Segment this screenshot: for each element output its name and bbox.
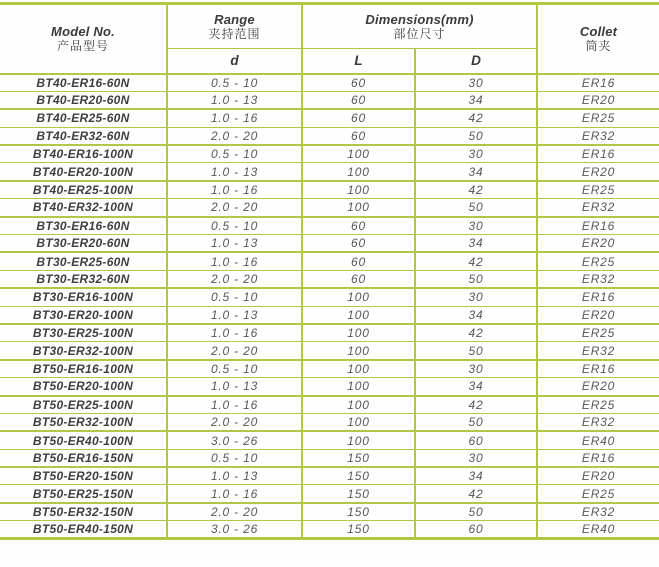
cell-length-L: 100 [302, 324, 415, 342]
cell-length-L: 100 [302, 306, 415, 324]
cell-diameter-D: 34 [415, 467, 537, 485]
cell-diameter-D: 50 [415, 503, 537, 521]
table-row [0, 306, 659, 324]
table-body [0, 74, 659, 539]
header-sub-d: d [167, 49, 302, 74]
cell-model-no: BT30-ER25-100N [0, 324, 167, 342]
cell-length-L: 60 [302, 74, 415, 92]
cell-collet: ER25 [537, 396, 659, 414]
cell-range-d: 1.0 - 13 [167, 235, 302, 253]
cell-diameter-D: 60 [415, 521, 537, 539]
cell-length-L: 150 [302, 449, 415, 467]
cell-length-L: 60 [302, 252, 415, 270]
header-collet [537, 4, 659, 74]
cell-diameter-D: 34 [415, 163, 537, 181]
cell-collet: ER32 [537, 127, 659, 145]
header-dimensions-zh: 部位尺寸 [393, 26, 446, 41]
cell-diameter-D: 34 [415, 378, 537, 396]
cell-range-d: 3.0 - 26 [167, 431, 302, 449]
table-row [0, 127, 659, 145]
header-sub-D: D [415, 49, 537, 74]
cell-collet: ER20 [537, 467, 659, 485]
table-row [0, 396, 659, 414]
header-model-no-en: Model No. [51, 23, 115, 39]
cell-collet: ER16 [537, 217, 659, 235]
cell-length-L: 60 [302, 109, 415, 127]
header-range-en: Range [214, 11, 255, 27]
cell-model-no: BT40-ER32-60N [0, 127, 167, 145]
cell-length-L: 60 [302, 127, 415, 145]
cell-diameter-D: 42 [415, 252, 537, 270]
cell-range-d: 1.0 - 13 [167, 467, 302, 485]
cell-diameter-D: 50 [415, 413, 537, 431]
cell-range-d: 1.0 - 16 [167, 109, 302, 127]
cell-collet: ER20 [537, 163, 659, 181]
cell-length-L: 150 [302, 485, 415, 503]
cell-range-d: 0.5 - 10 [167, 288, 302, 306]
cell-model-no: BT40-ER20-100N [0, 163, 167, 181]
cell-length-L: 150 [302, 467, 415, 485]
table-row [0, 360, 659, 378]
cell-range-d: 0.5 - 10 [167, 145, 302, 163]
table-row [0, 324, 659, 342]
spec-table [0, 2, 659, 540]
cell-model-no: BT40-ER25-60N [0, 109, 167, 127]
cell-diameter-D: 50 [415, 270, 537, 288]
cell-diameter-D: 30 [415, 74, 537, 92]
cell-model-no: BT50-ER25-150N [0, 485, 167, 503]
cell-length-L: 100 [302, 199, 415, 217]
cell-collet: ER32 [537, 413, 659, 431]
header-range-zh: 夹持范围 [208, 26, 261, 41]
cell-range-d: 1.0 - 13 [167, 378, 302, 396]
cell-diameter-D: 30 [415, 288, 537, 306]
header-collet-zh: 筒夹 [585, 38, 612, 53]
table-row [0, 145, 659, 163]
cell-length-L: 100 [302, 431, 415, 449]
cell-length-L: 100 [302, 360, 415, 378]
cell-diameter-D: 50 [415, 127, 537, 145]
table-row [0, 485, 659, 503]
table-row [0, 235, 659, 253]
cell-range-d: 2.0 - 20 [167, 413, 302, 431]
cell-range-d: 0.5 - 10 [167, 449, 302, 467]
cell-diameter-D: 42 [415, 485, 537, 503]
cell-diameter-D: 30 [415, 145, 537, 163]
table-row [0, 378, 659, 396]
cell-length-L: 100 [302, 288, 415, 306]
cell-collet: ER25 [537, 252, 659, 270]
cell-collet: ER32 [537, 342, 659, 360]
cell-model-no: BT40-ER32-100N [0, 199, 167, 217]
cell-model-no: BT30-ER25-60N [0, 252, 167, 270]
header-collet-en: Collet [579, 23, 618, 39]
cell-range-d: 0.5 - 10 [167, 74, 302, 92]
table-row [0, 270, 659, 288]
table-row [0, 252, 659, 270]
cell-collet: ER40 [581, 522, 616, 537]
cell-range-d: 1.0 - 13 [167, 163, 302, 181]
cell-collet: ER16 [537, 449, 659, 467]
cell-range-d: 2.0 - 20 [167, 342, 302, 360]
cell-collet: ER20 [537, 306, 659, 324]
cell-length-L: 60 [302, 217, 415, 235]
cell-collet: ER40 [537, 431, 659, 449]
header-dimensions [302, 4, 537, 49]
cell-range-d: 2.0 - 20 [167, 503, 302, 521]
cell-length-L: 100 [302, 413, 415, 431]
cell-range-d: 0.5 - 10 [167, 217, 302, 235]
table-row [0, 91, 659, 109]
cell-model-no: BT50-ER40-150N [0, 521, 167, 539]
cell-collet: ER16 [537, 288, 659, 306]
cell-diameter-D: 60 [415, 431, 537, 449]
cell-length-L: 150 [302, 521, 415, 539]
cell-model-no: BT30-ER20-100N [0, 306, 167, 324]
header-range [167, 4, 302, 49]
table-row [0, 217, 659, 235]
cell-collet: ER16 [537, 360, 659, 378]
table-row [0, 431, 659, 449]
cell-length-L: 100 [302, 163, 415, 181]
header-sub-L: L [302, 49, 415, 74]
cell-collet: ER20 [537, 378, 659, 396]
cell-collet: ER16 [537, 74, 659, 92]
cell-diameter-D: 34 [415, 235, 537, 253]
cell-diameter-D: 30 [415, 360, 537, 378]
cell-range-d: 1.0 - 13 [167, 91, 302, 109]
header-model-no-zh: 产品型号 [56, 38, 109, 53]
cell-diameter-D: 50 [415, 342, 537, 360]
table-row [0, 109, 659, 127]
header-dimensions-en: Dimensions(mm) [365, 11, 474, 27]
cell-length-L: 100 [302, 342, 415, 360]
table-header [0, 4, 659, 74]
cell-collet: ER20 [537, 235, 659, 253]
cell-collet: ER20 [537, 91, 659, 109]
cell-range-d: 1.0 - 16 [167, 324, 302, 342]
cell-model-no: BT50-ER40-100N [0, 431, 167, 449]
cell-diameter-D: 42 [415, 109, 537, 127]
table-row [0, 342, 659, 360]
cell-model-no: BT30-ER16-100N [0, 288, 167, 306]
cell-model-no: BT50-ER25-100N [0, 396, 167, 414]
cell-collet: ER32 [537, 503, 659, 521]
cell-collet: ER16 [537, 145, 659, 163]
cell-collet: ER32 [537, 270, 659, 288]
cell-diameter-D: 34 [415, 91, 537, 109]
cell-diameter-D: 42 [415, 396, 537, 414]
cell-range-d: 0.5 - 10 [167, 360, 302, 378]
cell-model-no: BT40-ER16-100N [0, 145, 167, 163]
cell-diameter-D: 30 [415, 217, 537, 235]
cell-collet: ER25 [537, 485, 659, 503]
cell-range-d: 3.0 - 26 [167, 521, 302, 539]
cell-length-L: 100 [302, 396, 415, 414]
cell-model-no: BT40-ER20-60N [0, 91, 167, 109]
cell-model-no: BT30-ER16-60N [0, 217, 167, 235]
cell-range-d: 1.0 - 16 [167, 252, 302, 270]
cell-diameter-D: 42 [415, 324, 537, 342]
cell-length-L: 60 [302, 235, 415, 253]
cell-model-no: BT50-ER20-150N [0, 467, 167, 485]
table-row [0, 199, 659, 217]
cell-range-d: 2.0 - 20 [167, 127, 302, 145]
cell-length-L: 60 [302, 91, 415, 109]
cell-collet: ER32 [537, 199, 659, 217]
cell-diameter-D: 50 [415, 199, 537, 217]
table-row [0, 467, 659, 485]
cell-model-no: BT30-ER32-100N [0, 342, 167, 360]
cell-model-no: BT50-ER20-100N [0, 378, 167, 396]
cell-range-d: 2.0 - 20 [167, 199, 302, 217]
cell-collet: ER25 [537, 181, 659, 199]
table-row [0, 163, 659, 181]
cell-collet: ER25 [537, 109, 659, 127]
table-row [0, 521, 659, 539]
cell-model-no: BT50-ER16-150N [0, 449, 167, 467]
cell-length-L: 100 [302, 378, 415, 396]
cell-diameter-D: 30 [415, 449, 537, 467]
table-row [0, 503, 659, 521]
cell-range-d: 1.0 - 13 [167, 306, 302, 324]
table-row [0, 413, 659, 431]
cell-model-no: BT30-ER32-60N [0, 270, 167, 288]
cell-model-no: BT40-ER25-100N [0, 181, 167, 199]
table-row [0, 181, 659, 199]
header-model-no [0, 4, 167, 74]
cell-length-L: 100 [302, 145, 415, 163]
cell-model-no: BT50-ER16-100N [0, 360, 167, 378]
cell-model-no: BT40-ER16-60N [0, 74, 167, 92]
cell-range-d: 2.0 - 20 [167, 270, 302, 288]
cell-range-d: 1.0 - 16 [167, 181, 302, 199]
table-row [0, 449, 659, 467]
cell-model-no: BT50-ER32-100N [0, 413, 167, 431]
cell-collet: ER25 [537, 324, 659, 342]
cell-length-L: 100 [302, 181, 415, 199]
cell-range-d: 1.0 - 16 [167, 485, 302, 503]
table-row [0, 288, 659, 306]
cell-model-no: BT50-ER32-150N [0, 503, 167, 521]
cell-length-L: 150 [302, 503, 415, 521]
cell-range-d: 1.0 - 16 [167, 396, 302, 414]
cell-diameter-D: 42 [415, 181, 537, 199]
table-row [0, 74, 659, 92]
cell-model-no: BT30-ER20-60N [0, 235, 167, 253]
cell-diameter-D: 34 [415, 306, 537, 324]
cell-length-L: 60 [302, 270, 415, 288]
